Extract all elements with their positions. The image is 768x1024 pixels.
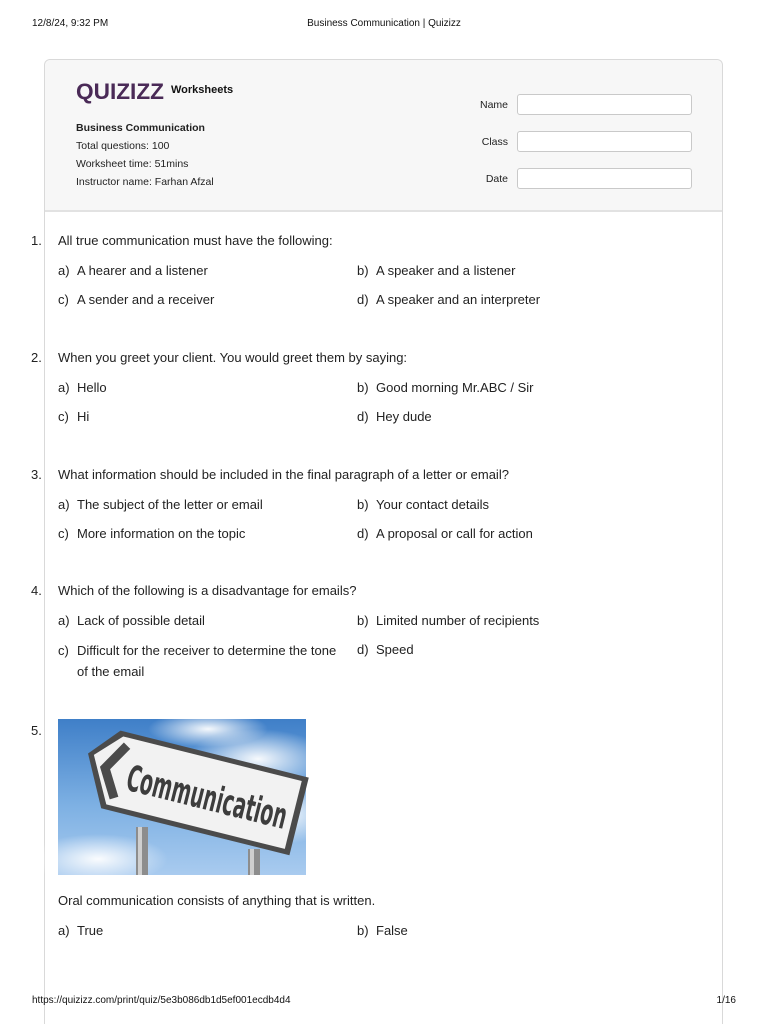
question-text: What information should be included in the final paragraph of a letter or email? <box>58 467 509 482</box>
quizizz-logo <box>76 79 233 103</box>
option-text: Hey dude <box>376 409 432 424</box>
option-d[interactable] <box>357 292 657 308</box>
option-letter: a) <box>58 497 70 512</box>
option-letter: c) <box>58 292 69 307</box>
option-letter: a) <box>58 263 70 278</box>
option-text: More information on the topic <box>77 526 246 541</box>
option-b[interactable] <box>357 497 657 513</box>
option-letter: d) <box>357 292 369 307</box>
option-letter: a) <box>58 613 70 628</box>
option-b[interactable] <box>357 263 657 279</box>
print-footer <box>32 995 736 1006</box>
class-field[interactable] <box>517 131 692 152</box>
options <box>58 923 657 939</box>
class-label: Class <box>481 135 508 148</box>
options <box>58 380 657 425</box>
option-text: True <box>77 923 104 938</box>
option-letter: b) <box>357 263 369 278</box>
instructor-name: Instructor name: Farhan Afzal <box>76 176 214 188</box>
option-letter: b) <box>357 613 369 628</box>
option-text: A speaker and an interpreter <box>376 292 541 307</box>
print-page-number: 1/16 <box>716 995 736 1006</box>
question-text: Which of the following is a disadvantage for emails? <box>58 583 357 598</box>
option-c[interactable] <box>58 409 357 425</box>
option-text: A hearer and a listener <box>77 263 208 278</box>
options <box>58 613 657 682</box>
option-a[interactable] <box>58 497 357 513</box>
option-text: Lack of possible detail <box>77 613 205 628</box>
option-text: Good morning Mr.ABC / Sir <box>376 380 534 395</box>
option-letter: c) <box>58 409 69 424</box>
student-fields <box>480 86 692 197</box>
logo-subtitle: Worksheets <box>171 84 234 96</box>
options <box>58 497 657 542</box>
svg-text:Communication: Communication <box>122 758 439 875</box>
worksheet-meta <box>76 119 214 191</box>
option-text: A speaker and a listener <box>376 263 516 278</box>
worksheet-header <box>45 60 722 212</box>
communication-sign-image <box>58 719 439 875</box>
date-field[interactable] <box>517 168 692 189</box>
question-number: 3. <box>31 467 42 482</box>
question-5 <box>31 719 657 939</box>
option-a[interactable] <box>58 380 357 396</box>
question-3 <box>31 467 657 542</box>
option-letter: b) <box>357 923 369 938</box>
option-c[interactable] <box>58 526 357 542</box>
print-url: https://quizizz.com/print/quiz/5e3b086db1d5ef001ecdb4d4 <box>32 995 291 1006</box>
worksheet-title: Business Communication <box>76 122 205 134</box>
option-a[interactable] <box>58 263 357 279</box>
question-number: 4. <box>31 583 42 598</box>
option-letter: d) <box>357 642 369 657</box>
worksheet-time: Worksheet time: 51mins <box>76 158 189 170</box>
name-field[interactable] <box>517 94 692 115</box>
date-label: Date <box>485 172 508 185</box>
option-c[interactable] <box>58 292 357 308</box>
question-4 <box>31 583 657 682</box>
field-row-class <box>480 123 692 160</box>
option-a[interactable] <box>58 613 357 629</box>
option-c[interactable] <box>58 640 357 682</box>
question-number: 5. <box>31 723 42 738</box>
option-letter: b) <box>357 497 369 512</box>
option-text: The subject of the letter or email <box>77 497 263 512</box>
name-label: Name <box>479 98 508 111</box>
option-text: A sender and a receiver <box>77 292 215 307</box>
question-text: Oral communication consists of anything that is written. <box>58 893 376 908</box>
option-d[interactable] <box>357 409 657 425</box>
option-b[interactable] <box>357 380 657 396</box>
option-letter: b) <box>357 380 369 395</box>
question-1 <box>31 233 657 308</box>
option-a[interactable] <box>58 923 357 939</box>
print-datetime: 12/8/24, 9:32 PM <box>32 18 109 29</box>
option-letter: d) <box>357 409 369 424</box>
option-letter: a) <box>58 380 70 395</box>
option-text: Limited number of recipients <box>376 613 540 628</box>
option-d[interactable] <box>357 526 657 542</box>
field-row-date <box>480 160 692 197</box>
option-text: Difficult for the receiver to determine the tone of the email <box>77 643 337 679</box>
option-text: Hello <box>77 380 107 395</box>
option-letter: d) <box>357 526 369 541</box>
option-text: Your contact details <box>376 497 489 512</box>
option-b[interactable] <box>357 613 657 629</box>
svg-text:QUIZIZZ: QUIZIZZ <box>76 79 164 104</box>
print-header <box>32 18 736 29</box>
question-number: 2. <box>31 350 42 365</box>
total-questions: Total questions: 100 <box>76 140 170 152</box>
field-row-name <box>480 86 692 123</box>
question-2 <box>31 350 657 425</box>
question-number: 1. <box>31 233 42 248</box>
option-text: Hi <box>77 409 90 424</box>
options <box>58 263 657 308</box>
quizizz-logo-wordmark <box>76 79 164 103</box>
print-page-title: Business Communication | Quizizz <box>307 18 461 29</box>
option-letter: c) <box>58 643 69 658</box>
question-text: All true communication must have the following: <box>58 233 333 248</box>
question-text: When you greet your client. You would greet them by saying: <box>58 350 408 365</box>
option-d[interactable] <box>357 642 657 682</box>
option-text: Speed <box>376 642 414 657</box>
option-letter: a) <box>58 923 70 938</box>
option-b[interactable] <box>357 923 657 939</box>
option-letter: c) <box>58 526 69 541</box>
option-text: False <box>376 923 408 938</box>
option-text: A proposal or call for action <box>376 526 533 541</box>
